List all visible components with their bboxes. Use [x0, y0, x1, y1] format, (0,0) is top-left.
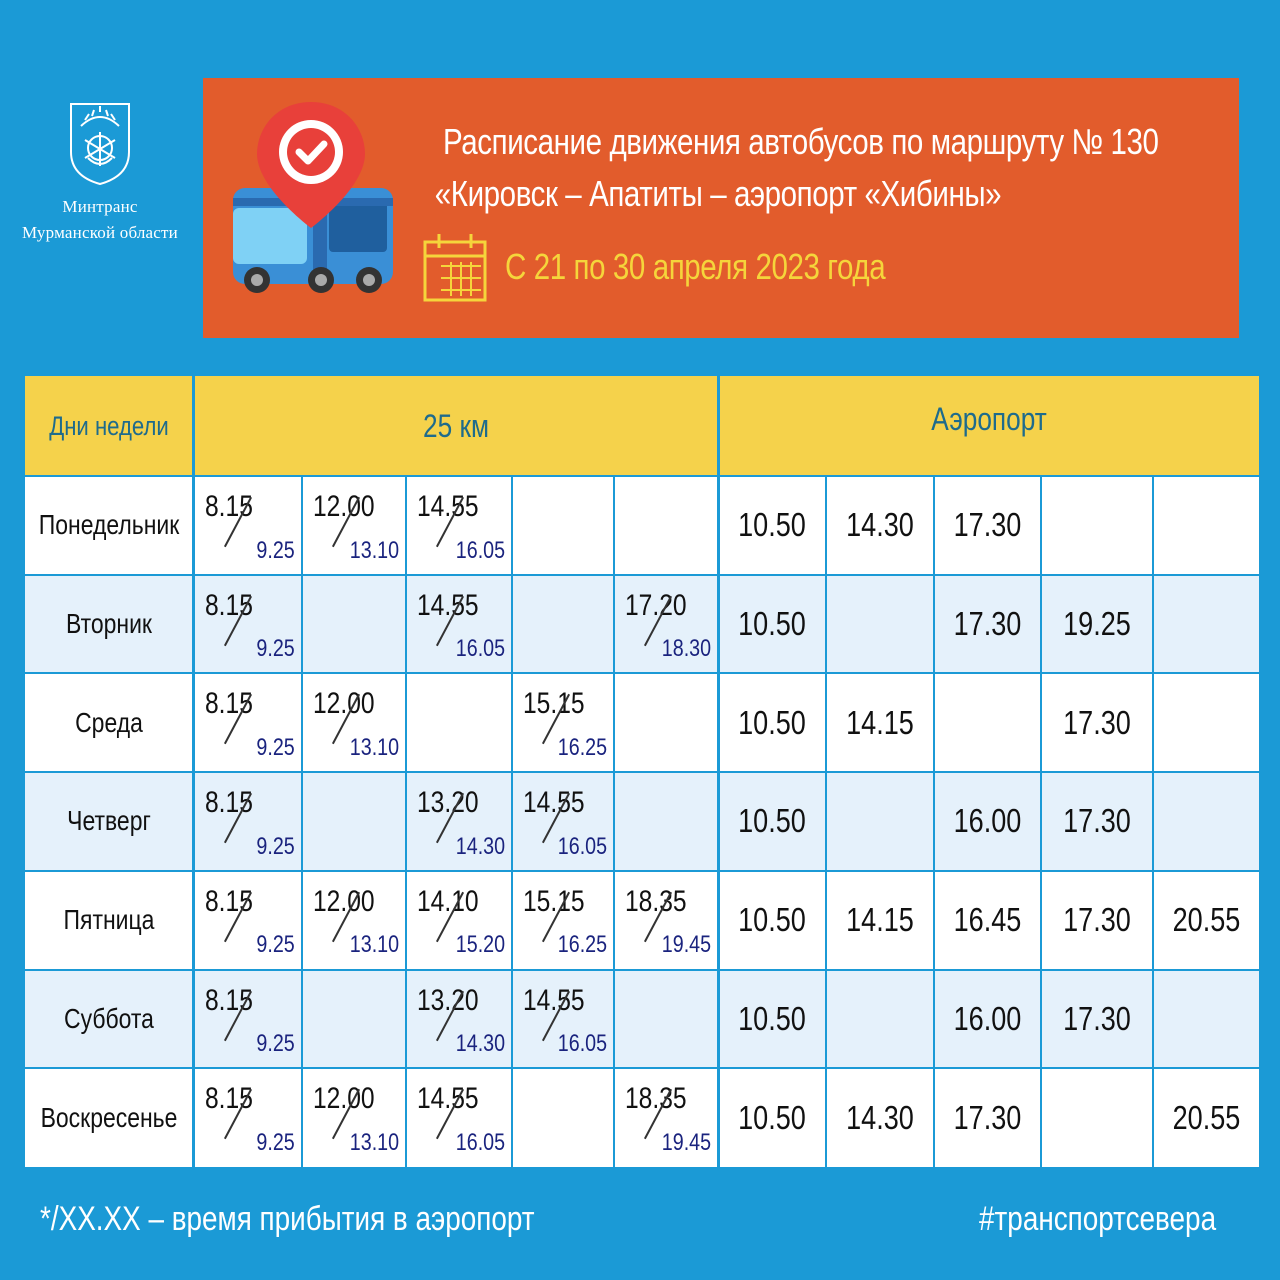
arrival-time: 16.05: [455, 1128, 505, 1156]
table-header-row: [25, 376, 1259, 476]
airport-departure-cell: [1154, 772, 1259, 871]
airport-departure-time: 20.55: [1172, 901, 1241, 939]
departure-cell: [195, 1068, 301, 1167]
airport-departure-cell: [1154, 575, 1259, 674]
arrival-time: 16.25: [557, 734, 607, 762]
org-name-line1: Минтранс: [62, 197, 138, 216]
airport-departure-cell: [935, 970, 1040, 1069]
departure-time: 18.35: [625, 884, 687, 918]
airport-departure-cell: [1042, 970, 1152, 1069]
airport-departure-time: 16.00: [953, 999, 1022, 1037]
header-25km: 25 км: [422, 407, 489, 444]
departure-cell: [615, 871, 717, 970]
day-name: Суббота: [64, 1002, 154, 1034]
table-row: [25, 673, 1259, 772]
calendar-icon: [421, 232, 489, 304]
airport-departure-time: 16.00: [953, 802, 1022, 840]
airport-departure-cell: [1154, 1068, 1259, 1167]
grid-line: [25, 771, 1259, 773]
coat-of-arms-icon: [67, 100, 133, 186]
departure-cell: [513, 871, 613, 970]
airport-departure-time: [837, 772, 924, 871]
org-name-line2: Мурманской области: [22, 223, 178, 242]
departure-cell: [195, 476, 301, 575]
departure-time: 14.55: [417, 588, 479, 622]
header-banner: [203, 78, 1239, 338]
departure-cell: [513, 772, 613, 871]
airport-departure-cell: [935, 871, 1040, 970]
day-name: Четверг: [67, 805, 151, 837]
grid-line: [25, 574, 1259, 576]
airport-departure-cell: [719, 673, 825, 772]
airport-departure-cell: [827, 871, 933, 970]
departure-cell: [303, 575, 405, 674]
departure-cell: [615, 575, 717, 674]
grid-line: [25, 969, 1259, 971]
airport-departure-cell: [1042, 575, 1152, 674]
footnote: */XX.XX – время прибытия в аэропорт: [40, 1200, 535, 1238]
arrival-time: 16.05: [557, 832, 607, 860]
departure-cell: [407, 970, 511, 1069]
departure-cell: [407, 1068, 511, 1167]
table-row: [25, 970, 1259, 1069]
airport-departure-cell: [827, 575, 933, 674]
airport-departure-time: 10.50: [738, 703, 806, 741]
bus-location-icon: [229, 98, 409, 308]
airport-departure-time: [1052, 476, 1142, 575]
arrival-time: 13.10: [349, 734, 399, 762]
airport-departure-time: 17.30: [953, 605, 1022, 643]
day-name: Среда: [75, 706, 143, 738]
table-row: [25, 1068, 1259, 1167]
departure-time: 12.00: [313, 687, 375, 721]
airport-departure-cell: [827, 673, 933, 772]
departure-time: 8.15: [205, 588, 253, 622]
title-line2: «Кировск – Апатиты – аэропорт «Хибины»: [434, 173, 1002, 214]
airport-departure-time: 14.30: [846, 506, 914, 544]
airport-departure-time: 17.30: [953, 1098, 1022, 1136]
arrival-time: 14.30: [455, 832, 505, 860]
grid-line: [25, 1067, 1259, 1069]
departure-cell: [615, 970, 717, 1069]
airport-departure-time: [944, 673, 1030, 772]
table-row: [25, 772, 1259, 871]
grid-line: [25, 870, 1259, 872]
departure-cell: [303, 476, 405, 575]
airport-departure-cell: [1154, 476, 1259, 575]
departure-cell: [615, 476, 717, 575]
airport-departure-time: [1163, 970, 1249, 1069]
arrival-time: 14.30: [455, 1030, 505, 1058]
departure-cell: [615, 673, 717, 772]
airport-departure-time: 16.45: [953, 901, 1022, 939]
airport-departure-cell: [935, 673, 1040, 772]
departure-cell: [513, 575, 613, 674]
departure-cell: [195, 575, 301, 674]
airport-departure-time: 14.15: [846, 901, 914, 939]
title-line1: Расписание движения автобусов по маршруту № 130: [443, 121, 1159, 162]
schedule-table: [25, 376, 1259, 1167]
departure-cell: [303, 1068, 405, 1167]
airport-departure-cell: [827, 970, 933, 1069]
grid-line: [825, 476, 827, 1167]
airport-departure-time: 20.55: [1172, 1098, 1241, 1136]
arrival-time: 13.10: [349, 1128, 399, 1156]
arrival-time: 19.45: [661, 1128, 711, 1156]
airport-departure-cell: [1154, 871, 1259, 970]
departure-time: 8.15: [205, 1082, 253, 1116]
arrival-time: 9.25: [256, 635, 295, 663]
airport-departure-time: 14.30: [846, 1098, 914, 1136]
header-days: Дни недели: [49, 410, 169, 441]
departure-cell: [303, 673, 405, 772]
departure-time: 8.15: [205, 884, 253, 918]
departure-time: 15.15: [523, 687, 585, 721]
departure-cell: [195, 673, 301, 772]
departure-time: 12.00: [313, 490, 375, 523]
airport-departure-cell: [719, 1068, 825, 1167]
airport-departure-time: 17.30: [1063, 999, 1131, 1037]
airport-departure-cell: [719, 871, 825, 970]
airport-departure-cell: [719, 970, 825, 1069]
grid-line: [1040, 476, 1042, 1167]
departure-cell: [513, 1068, 613, 1167]
airport-departure-cell: [1042, 1068, 1152, 1167]
departure-time: 8.15: [205, 490, 253, 523]
arrival-time: 16.05: [455, 635, 505, 663]
airport-departure-cell: [1042, 871, 1152, 970]
departure-cell: [407, 673, 511, 772]
airport-departure-time: [1052, 1068, 1142, 1167]
airport-departure-time: [837, 575, 924, 674]
day-name: Вторник: [66, 608, 152, 640]
arrival-time: 9.25: [256, 1030, 295, 1058]
table-row: [25, 476, 1259, 575]
airport-departure-cell: [1042, 476, 1152, 575]
header-airport: Аэропорт: [931, 400, 1047, 437]
airport-departure-time: 17.30: [1063, 802, 1131, 840]
arrival-time: 13.10: [349, 536, 399, 564]
airport-departure-time: [1163, 772, 1249, 871]
airport-departure-cell: [719, 476, 825, 575]
grid-line: [25, 475, 1259, 477]
departure-cell: [407, 476, 511, 575]
grid-line: [933, 476, 935, 1167]
airport-departure-time: 14.15: [846, 703, 914, 741]
departure-cell: [303, 772, 405, 871]
departure-cell: [407, 871, 511, 970]
departure-time: 18.35: [625, 1082, 687, 1116]
airport-departure-time: 10.50: [738, 506, 806, 544]
airport-departure-cell: [827, 476, 933, 575]
departure-time: 14.55: [523, 786, 585, 820]
airport-departure-time: 17.30: [1063, 703, 1131, 741]
airport-departure-time: [1163, 575, 1249, 674]
departure-time: 12.00: [313, 1082, 375, 1116]
airport-departure-cell: [935, 476, 1040, 575]
arrival-time: 16.05: [557, 1030, 607, 1058]
airport-departure-time: 19.25: [1063, 605, 1131, 643]
arrival-time: 9.25: [256, 1128, 295, 1156]
departure-cell: [407, 772, 511, 871]
departure-time: 8.15: [205, 983, 253, 1017]
departure-time: 13.20: [417, 786, 479, 820]
departure-cell: [615, 772, 717, 871]
arrival-time: 9.25: [256, 832, 295, 860]
departure-cell: [195, 970, 301, 1069]
departure-cell: [513, 673, 613, 772]
departure-time: 14.55: [417, 1082, 479, 1116]
airport-departure-cell: [719, 772, 825, 871]
departure-time: 8.15: [205, 687, 253, 721]
arrival-time: 9.25: [256, 931, 295, 959]
departure-cell: [195, 871, 301, 970]
arrival-time: 18.30: [661, 635, 711, 663]
departure-cell: [615, 1068, 717, 1167]
departure-cell: [513, 970, 613, 1069]
table-row: [25, 871, 1259, 970]
grid-line: [1152, 476, 1154, 1167]
arrival-time: 13.10: [349, 931, 399, 959]
departure-cell: [303, 970, 405, 1069]
airport-departure-cell: [935, 1068, 1040, 1167]
airport-departure-cell: [827, 772, 933, 871]
airport-departure-cell: [1154, 970, 1259, 1069]
departure-time: 14.55: [523, 983, 585, 1017]
departure-time: 14.55: [417, 490, 479, 523]
airport-departure-time: 17.30: [953, 506, 1022, 544]
airport-departure-time: [1163, 673, 1249, 772]
day-name: Понедельник: [38, 509, 180, 541]
departure-cell: [407, 575, 511, 674]
departure-time: 12.00: [313, 884, 375, 918]
grid-line: [511, 476, 513, 1167]
departure-time: 17.20: [625, 588, 687, 622]
day-name: Пятница: [63, 904, 155, 936]
day-name: Воскресенье: [40, 1101, 178, 1133]
grid-line: [301, 476, 303, 1167]
airport-departure-time: 10.50: [738, 605, 806, 643]
hashtag: #транспортсевера: [978, 1200, 1216, 1238]
departure-time: 13.20: [417, 983, 479, 1017]
airport-departure-cell: [719, 575, 825, 674]
airport-departure-cell: [1154, 673, 1259, 772]
ministry-logo: [20, 100, 180, 246]
departure-cell: [513, 476, 613, 575]
airport-departure-time: 10.50: [738, 1098, 806, 1136]
airport-departure-time: 10.50: [738, 802, 806, 840]
grid-line: [25, 672, 1259, 674]
departure-time: 8.15: [205, 786, 253, 820]
airport-departure-time: 10.50: [738, 999, 806, 1037]
arrival-time: 16.05: [455, 536, 505, 564]
departure-cell: [195, 772, 301, 871]
airport-departure-cell: [1042, 772, 1152, 871]
airport-departure-time: 10.50: [738, 901, 806, 939]
table-row: [25, 575, 1259, 674]
airport-departure-cell: [935, 772, 1040, 871]
departure-time: 15.15: [523, 884, 585, 918]
arrival-time: 19.45: [661, 931, 711, 959]
airport-departure-cell: [935, 575, 1040, 674]
date-range: С 21 по 30 апреля 2023 года: [505, 246, 886, 287]
grid-line: [613, 476, 615, 1167]
arrival-time: 9.25: [256, 734, 295, 762]
grid-line: [405, 476, 407, 1167]
departure-cell: [303, 871, 405, 970]
airport-departure-cell: [827, 1068, 933, 1167]
airport-departure-time: [837, 970, 924, 1069]
airport-departure-cell: [1042, 673, 1152, 772]
airport-departure-time: [1163, 476, 1249, 575]
page-title: [434, 116, 1230, 220]
departure-time: 14.10: [417, 884, 479, 918]
airport-departure-time: 17.30: [1063, 901, 1131, 939]
arrival-time: 16.25: [557, 931, 607, 959]
arrival-time: 15.20: [455, 931, 505, 959]
arrival-time: 9.25: [256, 536, 295, 564]
